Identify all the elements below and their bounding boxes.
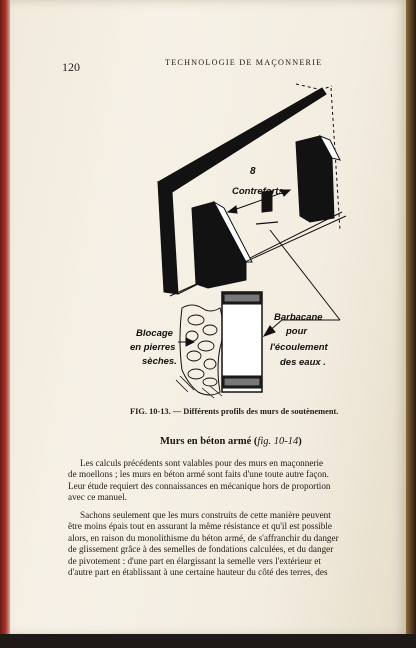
section-heading-ref-open: (	[251, 436, 258, 447]
paragraph-line: de pivotement : d'une part en élargissant la semelle vers l'extérieur et	[68, 555, 321, 566]
figure-caption-number: FIG. 10-13.	[130, 407, 171, 416]
figure-label-barbacane-1: Barbacane	[274, 312, 323, 323]
paragraph-line: Leur étude requiert des connaissances en mécanique hors de proportion	[68, 480, 331, 491]
paragraph-line: de glissement grâce à des semelles de fondations calculées, et du danger	[68, 544, 334, 555]
paragraph-line: d'autre part en établissant à une certaine hauteur du côté des terres, des	[68, 567, 328, 578]
figure-label-number: 8	[250, 166, 256, 177]
figure-caption-text: — Différents profils des murs de soutènement.	[170, 407, 339, 416]
paragraph-1	[68, 458, 394, 504]
page-edge-shadow	[406, 0, 416, 648]
page-number: 120	[62, 60, 80, 74]
figure-label-contreforts: Contreforts	[232, 186, 284, 197]
paragraph-line: avec ce manuel.	[68, 492, 127, 503]
paragraph-2	[68, 510, 394, 578]
figure-label-barbacane-2: pour	[286, 326, 308, 337]
paragraph-line: Sachons seulement que les murs construits de cette manière peuvent	[80, 510, 331, 520]
page-bottom-shadow	[0, 634, 416, 648]
section-heading	[160, 436, 302, 447]
paragraph-line: de moellons ; les murs en béton armé sont faits d'une toute autre façon.	[68, 469, 329, 480]
figure-label-blocage-3: sèches.	[142, 356, 177, 367]
running-title: TECHNOLOGIE DE MAÇONNERIE	[165, 58, 323, 67]
figure-caption	[130, 407, 370, 416]
figure-label-barbacane-4: des eaux .	[280, 357, 326, 368]
section-heading-title: Murs en béton armé	[160, 436, 252, 447]
section-heading-ref: fig. 10-14	[257, 436, 299, 447]
paragraph-line: Les calculs précédents sont valables pour des murs en maçonnerie	[80, 458, 324, 468]
figure-label-blocage-2: en pierres	[130, 342, 176, 353]
figure-label-barbacane-3: l'écoulement	[270, 342, 328, 353]
paragraph-line: alors, en raison du monolithisme du béton armé, de s'affranchir du danger	[68, 532, 339, 543]
paragraph-line: être moins épais tout en assurant la même résistance et qu'il est possible	[68, 521, 332, 532]
figure-label-blocage-1: Blocage	[136, 328, 173, 339]
section-heading-ref-close: )	[298, 436, 302, 447]
retaining-wall-figure	[110, 80, 370, 400]
